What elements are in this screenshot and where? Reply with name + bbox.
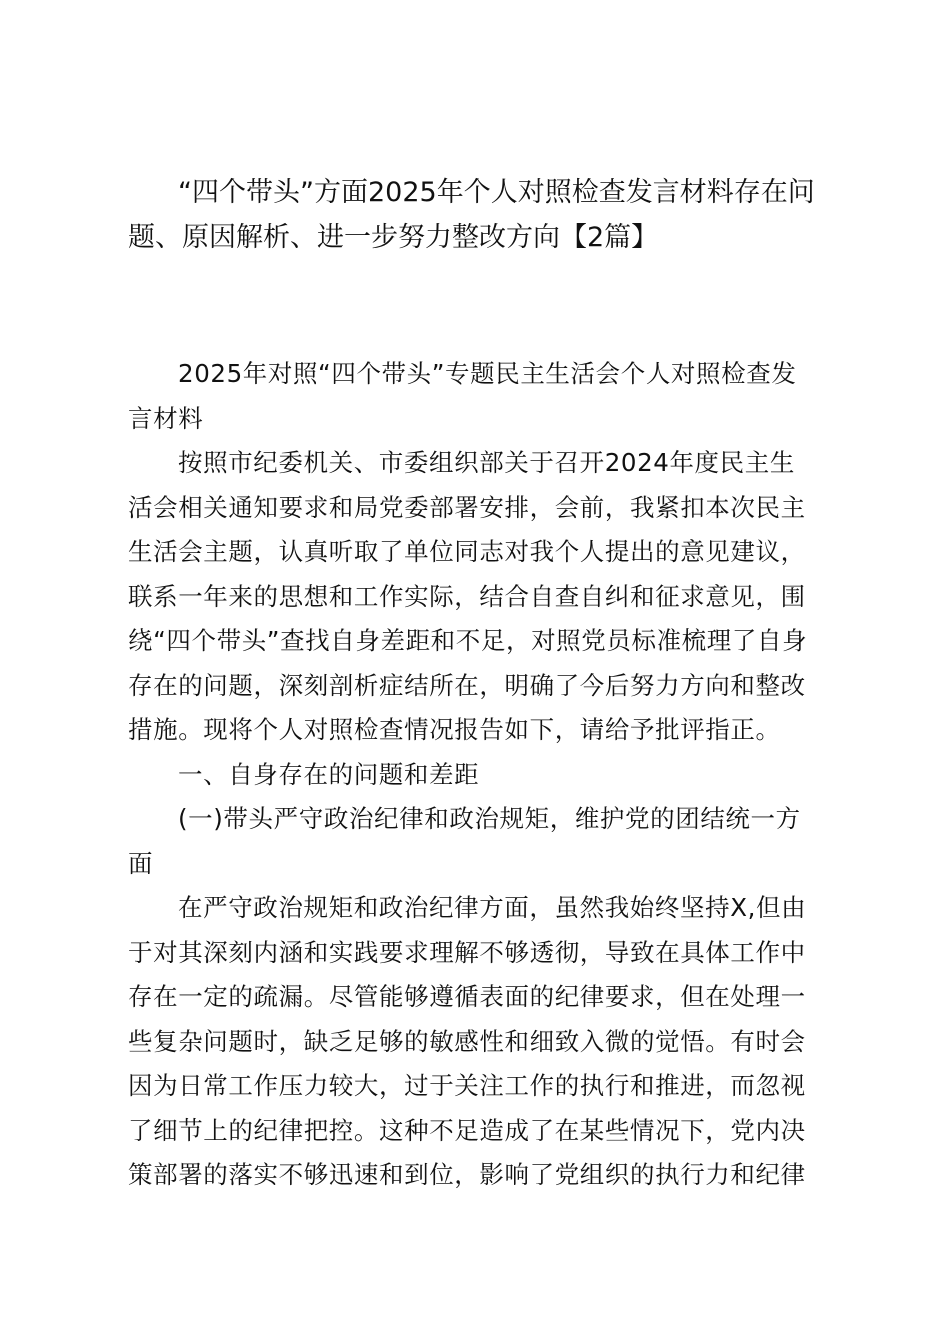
document-title: “四个带头”方面2025年个人对照检查发言材料存在问题、原因解析、进一步努力整改方向【2篇】 — [128, 177, 815, 253]
section-heading: 一、自身存在的问题和差距 — [178, 759, 480, 789]
paragraph-body: 在严守政治规矩和政治纪律方面，虽然我始终坚持X,但由于对其深刻内涵和实践要求理解不够透彻，导致在具体工作中存在一定的疏漏。尽管能够遵循表面的纪律要求，但在处理一些复杂问题时，缺乏足够的敏感性和细致入微的觉悟。有时会因为日常工作压力较大，过于关注工作的执行和推进，而忽视了细节上的纪律把控。这种不足造成了在某些情况下，党内决策部署的落实不够迅速和到位，影响了党组织的执行力和纪律 — [128, 893, 807, 1189]
subsection-heading: (一)带头严守政治纪律和政治规矩，维护党的团结统一方面 — [128, 804, 801, 878]
paragraph-intro: 按照市纪委机关、市委组织部关于召开2024年度民主生活会相关通知要求和局党委部署安排，会前，我紧扣本次民主生活会主题，认真听取了单位同志对我个人提出的意见建议，联系一年来的思想和工作实际，结合自查自纠和征求意见，围绕“四个带头”查找自身差距和不足，对照党员标准梳理了自身存在的问题，深刻剖析症结所在，明确了今后努力方向和整改措施。现将个人对照检查情况报告如下，请给予批评指正。 — [128, 448, 808, 744]
document-subtitle: 2025年对照“四个带头”专题民主生活会个人对照检查发言材料 — [128, 359, 797, 433]
document-body — [128, 352, 818, 1198]
